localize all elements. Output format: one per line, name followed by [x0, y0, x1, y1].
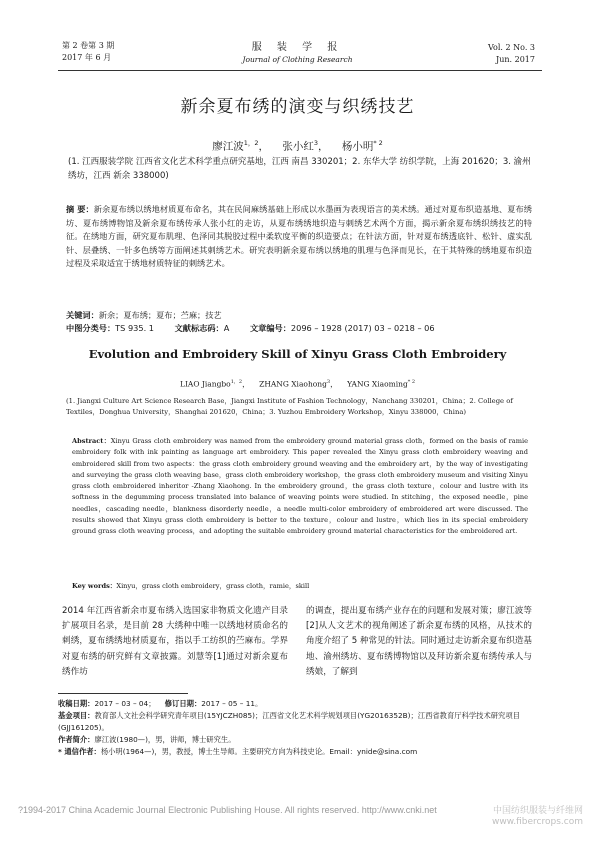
- clc-label: 中图分类号：: [66, 323, 116, 333]
- watermark-url: www.fibercrops.com: [492, 817, 583, 827]
- authors-en: LIAO Jiangbo$^{1,2}$， ZHANG Xiaohong$^3$， YANG Xiaoming$^{* 2}$: [179, 379, 416, 389]
- clc-value: TS 935. 1: [115, 323, 154, 333]
- classification-line: [66, 322, 532, 335]
- abstract-label-cn: 摘 要：: [66, 204, 94, 214]
- copyright-notice: ?1994-2017 China Academic Journal Electronic Publishing House. All rights reserved. http://www.cnki.net: [18, 805, 437, 815]
- footnote-author: [58, 734, 538, 746]
- body-column-right: 的调查，提出夏布绣产业存在的问题和发展对策；廖江波等[2]从人文艺术的视角阐述了新余夏布绣的风格，从技术的角度介绍了 5 种常见的针法。同时通过走访新余夏布织造基地、渝州绣坊、夏布绣博物馆以及拜访新余夏布绣传承人与绣娘，了解到: [306, 606, 532, 677]
- title-en: Evolution and Embroidery Skill of Xinyu Grass Cloth Embroidery: [88, 347, 507, 361]
- keywords-label-cn: 关键词：: [66, 310, 99, 320]
- affiliation-cn: (1. 江西服装学院 江西省文化艺术科学重点研究基地，江西 南昌 330201；2. 东华大学 纺织学院，上海 201620；3. 渝州绣坊，江西 新余 338000): [68, 157, 531, 181]
- author-affil-sup: 3: [326, 379, 331, 385]
- keywords-label-en: Key words：: [72, 582, 117, 590]
- footnote-rule: [58, 693, 188, 694]
- author-affil-sup: * 2: [407, 379, 416, 385]
- doc-code-label: 文献标志码：: [174, 323, 224, 333]
- corresponding-label: * 通信作者：: [58, 747, 101, 756]
- author-cn: 杨小明: [341, 140, 374, 153]
- revised-label: 修订日期：: [164, 699, 202, 708]
- received-date: 2017 – 03 – 04；: [94, 699, 156, 708]
- title-cn: 新余夏布绣的演变与织绣技艺: [180, 97, 415, 117]
- author-bio-text: 廖江波(1980—)，男，讲师，博士研究生。: [94, 735, 236, 744]
- author-affil-sup: 1，2: [230, 379, 243, 385]
- abstract-en: [72, 436, 528, 538]
- header-vol-issue-cn: 第 2 卷第 3 期: [62, 41, 115, 50]
- abstract-text-en: Xinyu Grass cloth embroidery was named from the embroidery ground material grass cloth，formed on the basis of ramie embroidery folk with ink painting as language art embroidery. This paper revealed the Xinyu grass cloth embroidery weaving and embroidered skill from two aspects：the grass cloth embroidery ground weaving and the embroidery art，by the way of investigating and surveying the grass cloth weaving base，grass cloth embroidery workshop，the grass cloth embroidery museum and visiting Xinyu grass cloth embroidered inheritor -Zhang Xiaohong. In the embroidery ground，the grass cloth texture，colour and lustre with its softness in the degumming process translated into balance of weaving points were studied. In stitching，the exposed needle，pine needles，cascading needle，blankness disorderly needle，a needle multi-color embroidery of embroidered art were discussed. The results showed that Xinyu grass cloth embroidery is better to the texture，colour and lustre，which lies in its special embroidery ground grass cloth weaving process，and adopting the suitable embroidery ground material characteristics for the embroidered art.: [72, 437, 528, 536]
- author-affil-sup: 1，2: [243, 139, 259, 147]
- watermark: [492, 806, 583, 828]
- article-no-label: 文章编号：: [249, 323, 291, 333]
- abstract-label-en: Abstract：: [72, 437, 111, 445]
- doc-code-value: A: [223, 323, 230, 333]
- header-date-cn: 2017 年 6 月: [62, 53, 112, 62]
- author-en: YANG Xiaoming: [347, 379, 408, 389]
- article-no-value: 2096 – 1928 (2017) 03 – 0218 – 06: [290, 323, 435, 333]
- footnote-fund: [58, 710, 538, 734]
- header-date-en: Jun. 2017: [496, 55, 535, 64]
- footnote-corresponding: [58, 746, 538, 758]
- journal-name-cn: 服 装 学 报: [251, 42, 344, 53]
- journal-name-en: Journal of Clothing Research: [242, 55, 353, 64]
- fund-text: 教育部人文社会科学研究青年项目(15YJCZH085)；江西省文化艺术科学规划项目(YG2016352B)；江西省教育厅科学技术研究项目(GJJ161205)。: [58, 711, 520, 732]
- fund-label: 基金项目：: [58, 711, 95, 720]
- affiliation-en: (1. Jiangxi Culture Art Science Research Base，Jiangxi Institute of Fashion Technology，Nanchang 330201，China；2. College of Textiles，Donghua University，Shanghai 201620，China；3. Yuzhou Embroidery Workshop，Xinyu 338000，China): [66, 397, 513, 416]
- footnotes: [58, 698, 538, 758]
- author-cn: 张小红: [282, 140, 314, 153]
- corresponding-text: 杨小明(1964—)，男，教授，博士生导师。主要研究方向为科技史论。Email：ynide@sina.com: [100, 747, 418, 756]
- abstract-text-cn: 新余夏布绣以绣地材质夏布命名，其在民间麻绣基础上形成以水墨画为表现语言的美术绣。通过对夏布织造基地、夏布绣坊、夏布绣博物馆及新余夏布绣传承人张小红的走访，从夏布绣绣地织造与刺绣艺术两个方面，揭示新余夏布绣织绣技艺的特征。在绣地方面，研究夏布肌理、色泽同其脱胶过程中柔软度平衡的织造要点；在针法方面，针对夏布绣透底针、松针、虚实乱针、层叠绣、一针多色绣等方面阐述其刺绣艺术。研究表明新余夏布绣以绣地的肌理与色泽而见长，在于其特殊的绣地夏布织造过程及采取适宜于绣地材质特征的刺绣艺术。: [66, 204, 532, 268]
- header-rule: [58, 70, 542, 71]
- body-column-left: 2014 年江西省新余市夏布绣入选国家非物质文化遗产目录扩展项目名录，是目前 28 大绣种中唯一以绣地材质命名的刺绣，夏布绣绣地材质夏布，指以手工纺织的苎麻布。学界对夏布绣的研究鲜有文章披露。刘慧等[1]通过对新余夏布绣作坊: [62, 606, 288, 677]
- keywords-text-cn: 新余；夏布绣；夏布；苎麻；技艺: [98, 310, 222, 320]
- watermark-cn: 中国纺织服装与纤维网: [492, 806, 583, 816]
- keywords-text-en: Xinyu，grass cloth embroidery，grass cloth，ramie，skill: [116, 582, 310, 590]
- article-meta-cn: [66, 309, 532, 335]
- revised-date: 2017 – 05 – 11。: [201, 699, 263, 708]
- header-issue-info-en: [488, 42, 535, 66]
- author-cn: 廖江波: [212, 140, 244, 153]
- author-bio-label: 作者简介：: [58, 735, 95, 744]
- keywords-en: [72, 581, 528, 592]
- header-vol-issue-en: Vol. 2 No. 3: [488, 43, 535, 52]
- author-en: ZHANG Xiaohong: [259, 379, 327, 389]
- received-label: 收稿日期：: [58, 699, 95, 708]
- author-affil-sup: 3: [313, 139, 318, 147]
- author-affil-sup: * 2: [373, 139, 383, 147]
- abstract-cn: [66, 203, 532, 271]
- authors-cn: 廖江波$^{1,2}$， 张小红$^3$， 杨小明$^{* 2}$: [212, 139, 383, 153]
- author-en: LIAO Jiangbo: [179, 379, 231, 389]
- keywords-cn: [66, 309, 532, 322]
- footnote-dates: [58, 698, 538, 710]
